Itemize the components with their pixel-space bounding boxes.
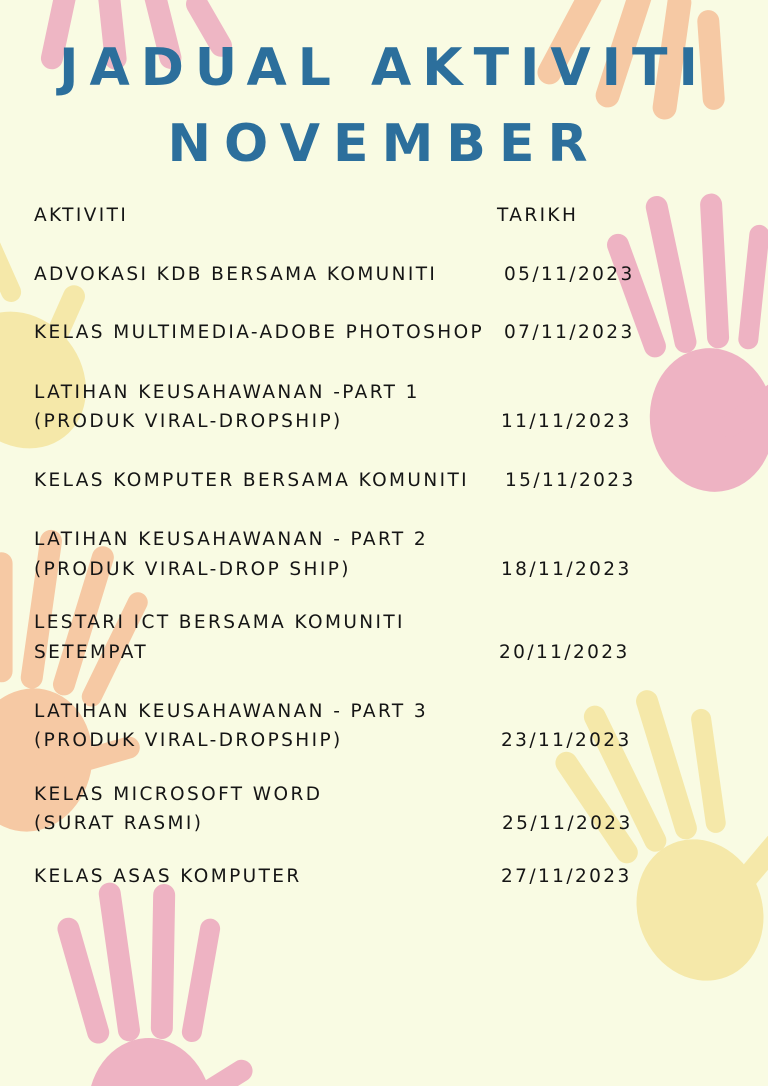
activity-date-row-7: 23/11/2023 <box>501 730 632 751</box>
activity-row-4: KELAS KOMPUTER BERSAMA KOMUNITI <box>34 470 470 491</box>
activity-row-8-line-1: KELAS MICROSOFT WORD <box>34 784 323 805</box>
page-title-line-2: NOVEMBER <box>167 114 601 174</box>
activity-row-9: KELAS ASAS KOMPUTER <box>34 866 302 887</box>
activity-row-1: ADVOKASI KDB BERSAMA KOMUNITI <box>34 264 438 285</box>
activity-date-row-9: 27/11/2023 <box>501 866 632 887</box>
activity-date-row-3: 11/11/2023 <box>501 411 632 432</box>
activity-date-row-4: 15/11/2023 <box>505 470 636 491</box>
activity-row-7-line-1: LATIHAN KEUSAHAWANAN - PART 3 <box>34 701 429 722</box>
date-column-header: TARIKH <box>497 205 579 226</box>
activity-row-5-line-2: (PRODUK VIRAL-DROP SHIP) <box>34 559 351 580</box>
activity-column-header: AKTIVITI <box>34 205 129 226</box>
activity-date-row-6: 20/11/2023 <box>499 642 630 663</box>
activity-row-2: KELAS MULTIMEDIA-ADOBE PHOTOSHOP <box>34 322 485 343</box>
page-title-line-1: JADUAL AKTIVITI <box>59 38 709 98</box>
activity-row-8-line-2: (SURAT RASMI) <box>34 813 204 834</box>
activity-row-7-line-2: (PRODUK VIRAL-DROPSHIP) <box>34 730 343 751</box>
activity-date-row-8: 25/11/2023 <box>502 813 633 834</box>
activity-row-6-line-2: SETEMPAT <box>34 642 149 663</box>
activity-date-row-1: 05/11/2023 <box>504 264 635 285</box>
activity-row-6-line-1: LESTARI ICT BERSAMA KOMUNITI <box>34 612 405 633</box>
activity-row-3-line-2: (PRODUK VIRAL-DROPSHIP) <box>34 411 343 432</box>
activity-row-5-line-1: LATIHAN KEUSAHAWANAN - PART 2 <box>34 529 429 550</box>
activity-row-3-line-1: LATIHAN KEUSAHAWANAN -PART 1 <box>34 382 420 403</box>
activity-date-row-2: 07/11/2023 <box>504 322 635 343</box>
activity-date-row-5: 18/11/2023 <box>501 559 632 580</box>
